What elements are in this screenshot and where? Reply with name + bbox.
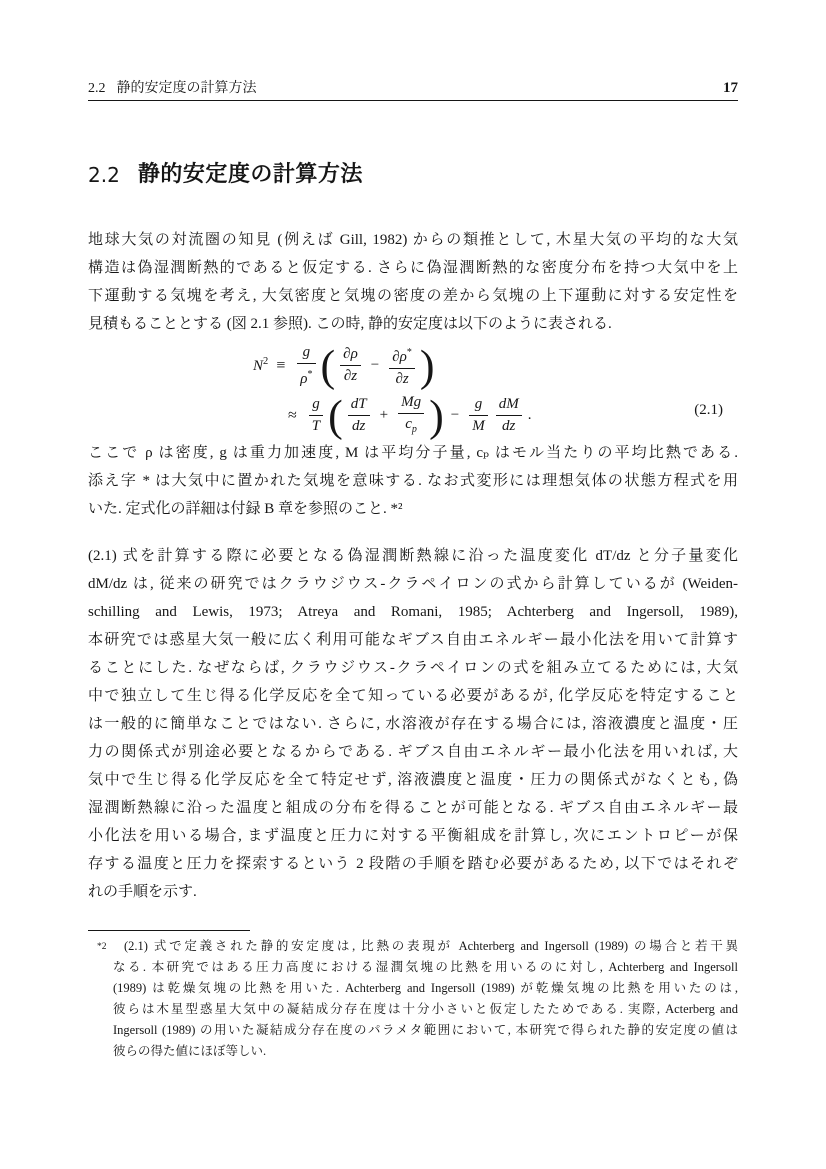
text-line: 構造は偽湿潤断熱的であると仮定する. さらに偽湿潤断熱的な密度分布を持つ大気中を上 [88, 260, 738, 276]
fraction-dM-dz: $\frac{dM}{dz}$ [496, 396, 522, 435]
text-line: 彼らは木星型惑星大気中の凝結成分存在度は十分小さいと仮定したためである. 実際, Acterberg and [113, 1002, 738, 1016]
text-line: ることにした. なぜならば, クラウジウス-クラペイロンの式を組み立てるためには, 大気 [88, 660, 738, 676]
running-header-title [88, 81, 257, 97]
equation-row-1 [253, 342, 738, 389]
text-line: 下運動する気塊を考え, 大気密度と気塊の密度の差から気塊の上下運動に対する安定性を [88, 288, 738, 304]
footnote-marker: *2 [97, 942, 107, 952]
text-line: schilling and Lewis, 1973; Atreya and Romani, 1985; Achterberg and Ingersoll, 1989), [88, 604, 738, 620]
open-paren: ( [320, 340, 336, 390]
fraction-g-over-M: $\frac{g}{M}$ [469, 396, 488, 435]
equiv-sign: ≡ [276, 356, 286, 374]
eq-lhs: $N^2$ [253, 356, 269, 374]
text-line: (2.1) 式を計算する際に必要となる偽湿潤断熱線に沿った温度変化 dT/dz と分子量変化 [88, 548, 738, 564]
text-line: 見積もることとする (図 2.1 参照). この時, 静的安定度は以下のように表される. [88, 316, 612, 332]
close-paren: ) [429, 390, 444, 440]
running-header-section-number: 2.2 [88, 81, 106, 96]
text-line: 存する温度と圧力を探索するという 2 段階の手順を踏む必要があるため, 以下ではそれぞ [88, 856, 738, 872]
section-heading [88, 160, 363, 190]
text-line: (1989) は乾燥気塊の比熱を用いた. Achterberg and Ingersoll (1989) が乾燥気塊の比熱を用いたのは, [113, 981, 738, 995]
text-line: 彼らの得た値にほぼ等しい. [113, 1044, 267, 1058]
text-line: (2.1) 式で定義された静的安定度は, 比熱の表現が Achterberg and Ingersoll (1989) の場合と若干異 [124, 939, 738, 953]
footnote-text [88, 936, 738, 1062]
fraction-drho-dz: $\frac{\partial\rho}{\partial z}$ [340, 346, 361, 385]
text-line: ここで ρ は密度, g は重力加速度, M は平均分子量, cₚ はモル当たりの平均比熱である. [88, 445, 738, 461]
text-line: 気中で生じ得る化学反応を全て特定せず, 溶液濃度と温度・圧力の関係式がなくとも, 偽 [88, 772, 738, 788]
equation-row-2 [280, 392, 738, 439]
running-header [88, 80, 738, 97]
text-line: なる. 本研究ではある圧力高度における湿潤気塊の比熱を用いるのに対し, Achterberg and Ingersoll [113, 960, 738, 974]
equation-2-1 [88, 342, 738, 442]
fraction-g-over-T: $\frac{g}{T}$ [309, 396, 323, 435]
text-line: 湿潤断熱線に沿った温度と組成の分布を得ることが可能となる. ギブス自由エネルギー最 [88, 800, 738, 816]
footnote [88, 936, 738, 1062]
text-line: 中で独立して生じ得る化学反応を全て知っている必要があるが, 化学反応を特定すること [88, 688, 738, 704]
plus-sign: + [379, 407, 389, 423]
fraction-Mg-over-cp: $\frac{Mg}{c_p}$ [398, 394, 424, 438]
minus-sign: − [450, 407, 460, 423]
text-line: いた. 定式化の詳細は付録 B 章を参照のこと. *² [88, 501, 403, 517]
fraction-g-over-rho-star: $\frac{g}{\rho^*}$ [297, 344, 315, 388]
header-rule [88, 100, 738, 101]
text-line: れの手順を示す. [88, 884, 197, 900]
text-line: 本研究では惑星大気一般に広く利用可能なギブス自由エネルギー最小化法を用いて計算す [88, 632, 738, 648]
fraction-drho-star-dz: $\frac{\partial\rho^*}{\partial z}$ [389, 344, 415, 388]
footnote-rule [88, 930, 250, 931]
text-line: dM/dz は, 従来の研究ではクラウジウス-クラペイロンの式から計算しているが (Weiden- [88, 576, 738, 592]
equation-number: (2.1) [694, 402, 723, 418]
open-paren: ( [328, 390, 343, 440]
page-number: 17 [723, 80, 738, 96]
section-title: 静的安定度の計算方法 [137, 162, 363, 187]
text-line: 小化法を用いる場合, まず温度と圧力に対する平衡組成を計算し, 次にエントロピーが保 [88, 828, 738, 844]
paragraph-2 [88, 439, 738, 523]
text-line: Ingersoll (1989) の用いた凝結成分存在度のパラメタ範囲において, 本研究で得られた静的安定度の値は [113, 1023, 738, 1037]
fraction-dT-dz: $\frac{dT}{dz}$ [348, 396, 370, 435]
paragraph-3 [88, 542, 738, 906]
paragraph-1 [88, 226, 738, 338]
text-line: 地球大気の対流圏の知見 (例えば Gill, 1982) からの類推として, 木星大気の平均的な大気 [88, 232, 738, 248]
running-header-section-title: 静的安定度の計算方法 [116, 81, 257, 96]
close-paren: ) [419, 340, 435, 390]
section-number: 2.2 [88, 163, 120, 187]
minus-sign: − [370, 357, 380, 373]
equation-period: . [527, 407, 532, 423]
text-line: 力の関係式が別途必要となるからである. ギブス自由エネルギー最小化法を用いれば, 大 [88, 744, 738, 760]
text-line: は一般的に簡単なことではない. さらに, 水溶液が存在する場合には, 溶液濃度と温度・圧 [88, 716, 738, 732]
text-line: 添え字 * は大気中に置かれた気塊を意味する. なお式変形には理想気体の状態方程式を用 [88, 473, 738, 489]
approx-sign: ≈ [288, 406, 297, 424]
